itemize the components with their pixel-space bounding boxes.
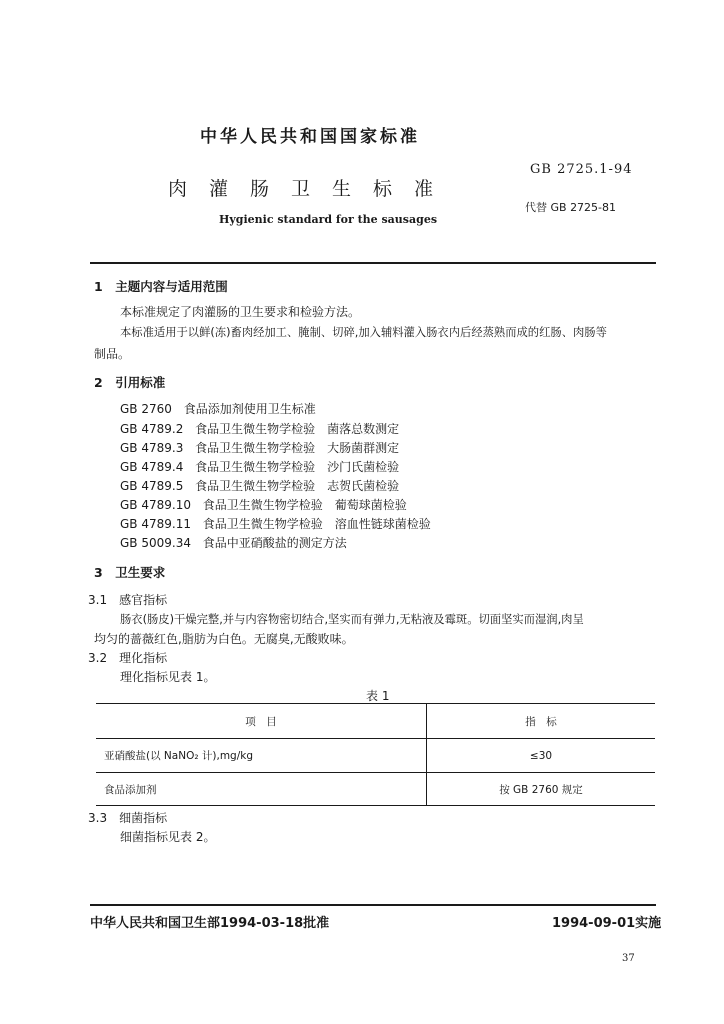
ref-item <box>120 477 399 494</box>
ref-item <box>120 515 431 532</box>
table-row <box>96 773 655 806</box>
main-title: 肉灌肠卫生标准 <box>168 178 456 200</box>
table-cell-value: ≤30 <box>427 739 656 773</box>
section-3-2-text: 理化指标见表 1。 <box>120 670 216 684</box>
section-1-heading: 1 主题内容与适用范围 <box>94 279 228 294</box>
table-header-item: 项 目 <box>96 704 427 739</box>
ref-item <box>120 534 347 551</box>
ref-title: 食品卫生微生物学检验 志贺氏菌检验 <box>195 479 400 493</box>
section-3-3-text: 细菌指标见表 2。 <box>120 830 216 844</box>
ref-code: GB 5009.34 <box>120 536 191 550</box>
ref-code: GB 4789.10 <box>120 498 191 512</box>
indicator-table <box>96 703 655 806</box>
ref-item <box>120 420 399 437</box>
section-3-heading: 3 卫生要求 <box>94 565 166 580</box>
standard-code: GB 2725.1-94 <box>530 162 633 177</box>
section-3-1-line-2: 均匀的蔷薇红色,脂肪为白色。无腐臭,无酸败味。 <box>94 632 354 646</box>
english-title: Hygienic standard for the sausages <box>219 213 438 226</box>
table-header-indicator: 指 标 <box>427 704 656 739</box>
ref-title: 食品卫生微生物学检验 大肠菌群测定 <box>195 441 400 455</box>
ref-title: 食品卫生微生物学检验 葡萄球菌检验 <box>202 498 407 512</box>
section-1-para-2-line-1: 本标准适用于以鲜(冻)畜肉经加工、腌制、切碎,加入辅料灌入肠衣内后经蒸熟而成的红肠、肉肠等 <box>120 326 607 339</box>
section-3-3-heading: 3.3 细菌指标 <box>88 811 168 825</box>
org-title: 中华人民共和国国家标准 <box>200 127 420 147</box>
header-rule <box>90 262 656 264</box>
ref-title: 食品卫生微生物学检验 菌落总数测定 <box>195 422 400 436</box>
section-3-2-heading: 3.2 理化指标 <box>88 651 168 665</box>
ref-code: GB 4789.5 <box>120 479 184 493</box>
section-1-para-1: 本标准规定了肉灌肠的卫生要求和检验方法。 <box>120 305 361 319</box>
footer-rule <box>90 904 656 906</box>
section-1-para-2-line-2: 制品。 <box>94 347 131 361</box>
table-header-row <box>96 704 655 739</box>
ref-title: 食品添加剂使用卫生标准 <box>183 402 316 416</box>
table-cell-value: 按 GB 2760 规定 <box>427 773 656 806</box>
ref-item <box>120 458 399 475</box>
table-cell-item: 亚硝酸盐(以 NaNO₂ 计),mg/kg <box>96 739 427 773</box>
ref-item <box>120 400 316 417</box>
ref-code: GB 4789.11 <box>120 517 191 531</box>
ref-code: GB 4789.2 <box>120 422 184 436</box>
replaces-note: 代替 GB 2725-81 <box>525 201 617 214</box>
table-caption: 表 1 <box>366 689 390 703</box>
page-number: 37 <box>622 953 635 964</box>
table-row <box>96 739 655 773</box>
section-2-heading: 2 引用标准 <box>94 375 166 390</box>
ref-title: 食品卫生微生物学检验 溶血性链球菌检验 <box>202 517 431 531</box>
table-cell-item: 食品添加剂 <box>96 773 427 806</box>
ref-title: 食品卫生微生物学检验 沙门氏菌检验 <box>195 460 400 474</box>
ref-code: GB 4789.4 <box>120 460 184 474</box>
ref-item <box>120 439 399 456</box>
ref-title: 食品中亚硝酸盐的测定方法 <box>202 536 347 550</box>
ref-code: GB 2760 <box>120 402 172 416</box>
ref-item <box>120 496 407 513</box>
ref-code: GB 4789.3 <box>120 441 184 455</box>
section-3-1-line-1: 肠衣(肠皮)干燥完整,并与内容物密切结合,坚实而有弹力,无粘液及霉斑。切面坚实而湿润,肉呈 <box>120 613 584 626</box>
approval-note: 中华人民共和国卫生部1994-03-18批准 <box>90 916 330 931</box>
section-3-1-heading: 3.1 感官指标 <box>88 593 168 607</box>
effective-date: 1994-09-01实施 <box>552 916 662 931</box>
